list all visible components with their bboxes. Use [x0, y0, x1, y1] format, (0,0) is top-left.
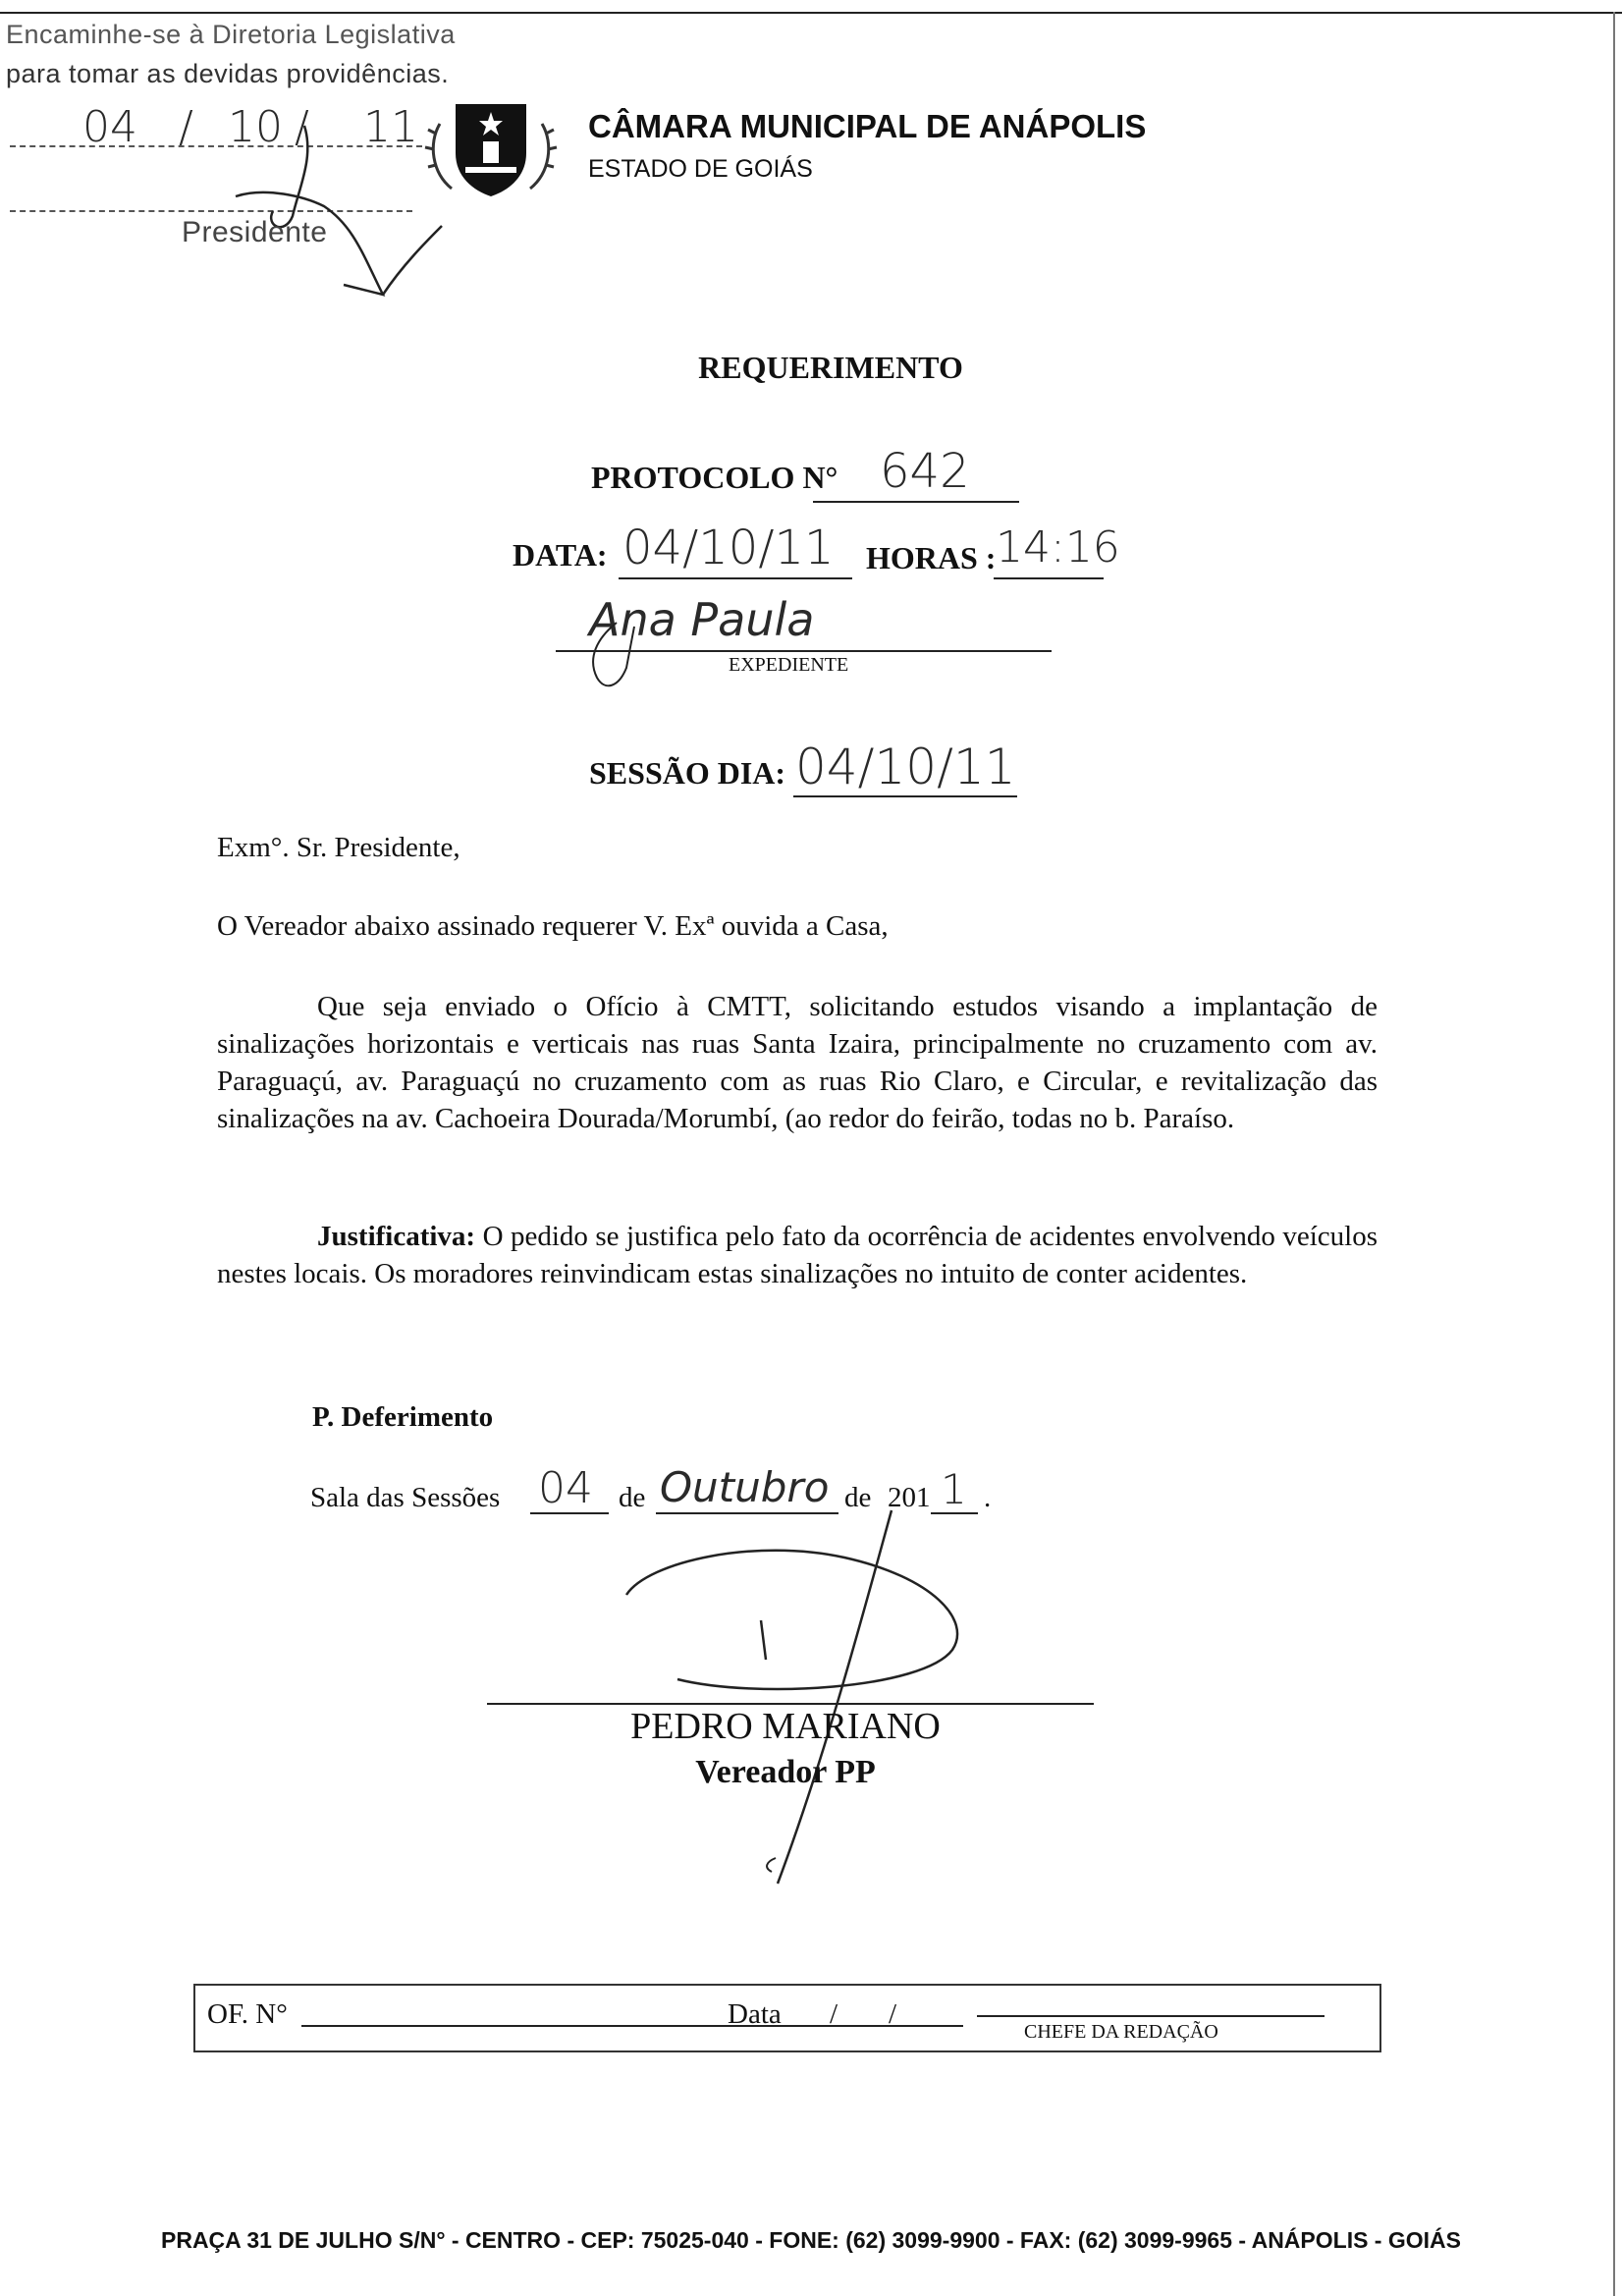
stamp-line-2: para tomar as devidas providências.: [6, 59, 450, 88]
office-number-label: OF. N°: [207, 1998, 288, 2030]
document-title: REQUERIMENTO: [698, 350, 963, 385]
protocol-label: PROTOCOLO N°: [591, 460, 838, 495]
stamp-signer-label: Presidente: [182, 216, 328, 248]
office-date-sep-2: /: [889, 1998, 897, 2030]
footer-address: PRAÇA 31 DE JULHO S/N° - CENTRO - CEP: 75025-040 - FONE: (62) 3099-9900 - FAX: (62) 3099-9965 - ANÁPOLIS - GOIÁS: [161, 2227, 1461, 2253]
stamp-line-1: Encaminhe-se à Diretoria Legislativa: [6, 20, 456, 49]
justification-paragraph: [217, 1218, 1378, 1292]
signer-name: PEDRO MARIANO: [630, 1706, 941, 1747]
intro-paragraph: O Vereador abaixo assinado requerer V. Exª ouvida a Casa,: [217, 910, 889, 942]
office-date-label: Data: [728, 1998, 782, 2030]
justification-text: O pedido se justifica pelo fato da ocorrência de acidentes envolvendo veículos nestes locais. Os moradores reinvindicam estas sinalizações no intuito de conter acidentes.: [217, 1221, 1379, 1289]
office-number-box: [193, 1984, 1381, 2052]
councilman-signature: [609, 1503, 982, 1886]
stamp-date-day: 04: [82, 102, 137, 152]
protocol-underline: [813, 501, 1019, 503]
chief-label: CHEFE DA REDAÇÃO: [1024, 2021, 1218, 2043]
date-underline: [619, 577, 852, 579]
place-de-2: de: [844, 1482, 872, 1513]
session-underline: [793, 795, 1017, 797]
hours-value: 14:16: [996, 522, 1120, 573]
hours-underline: [994, 577, 1104, 579]
session-label: SESSÃO DIA:: [589, 755, 786, 791]
expediente-label: EXPEDIENTE: [729, 654, 849, 676]
place-year-printed: 201: [888, 1482, 931, 1513]
top-border-line: [0, 12, 1622, 14]
request-paragraph: Que seja enviado o Ofício à CMTT, solicitando estudos visando a implantação de sinalizações horizontais e verticais nas ruas Santa Izaira, principalmente no cruzamento com av. Paraguaçú, av. Paraguaçú no cruzamento com as ruas Rio Claro, e Circular, e revitalização das sinalizações na av. Cachoeira Dourada/Morumbí, (ao redor do feirão, todas no b. Paraíso.: [217, 991, 1378, 1134]
place-day: 04: [538, 1463, 593, 1513]
expediente-signature: Ana Paula: [589, 593, 815, 646]
session-value: 04/10/11: [795, 738, 1016, 795]
closing-text: P. Deferimento: [312, 1401, 494, 1433]
place-prefix: Sala das Sessões: [310, 1482, 501, 1513]
place-de-1: de: [619, 1482, 646, 1513]
institution-name: CÂMARA MUNICIPAL DE ANÁPOLIS: [588, 108, 1147, 144]
place-period: .: [984, 1482, 992, 1513]
office-date-sep-1: /: [830, 1998, 838, 2030]
chief-signature-line: [977, 2015, 1325, 2017]
salutation: Exm°. Sr. Presidente,: [217, 832, 460, 863]
expediente-signature-stroke: [577, 619, 646, 697]
stamp-date-year: 11: [363, 102, 418, 152]
hours-label: HORAS :: [866, 540, 997, 575]
justification-label: Justificativa:: [317, 1221, 476, 1252]
place-month: Outubro: [660, 1463, 830, 1511]
signer-role: Vereador PP: [695, 1754, 876, 1790]
date-label: DATA:: [513, 537, 608, 573]
coat-of-arms-icon: [422, 94, 560, 202]
date-value: 04/10/11: [622, 520, 835, 575]
stamp-date-month: 10: [228, 102, 283, 152]
institution-state: ESTADO DE GOIÁS: [588, 155, 813, 183]
place-year-handwritten: 1: [941, 1465, 967, 1513]
protocol-value: 642: [880, 444, 970, 499]
